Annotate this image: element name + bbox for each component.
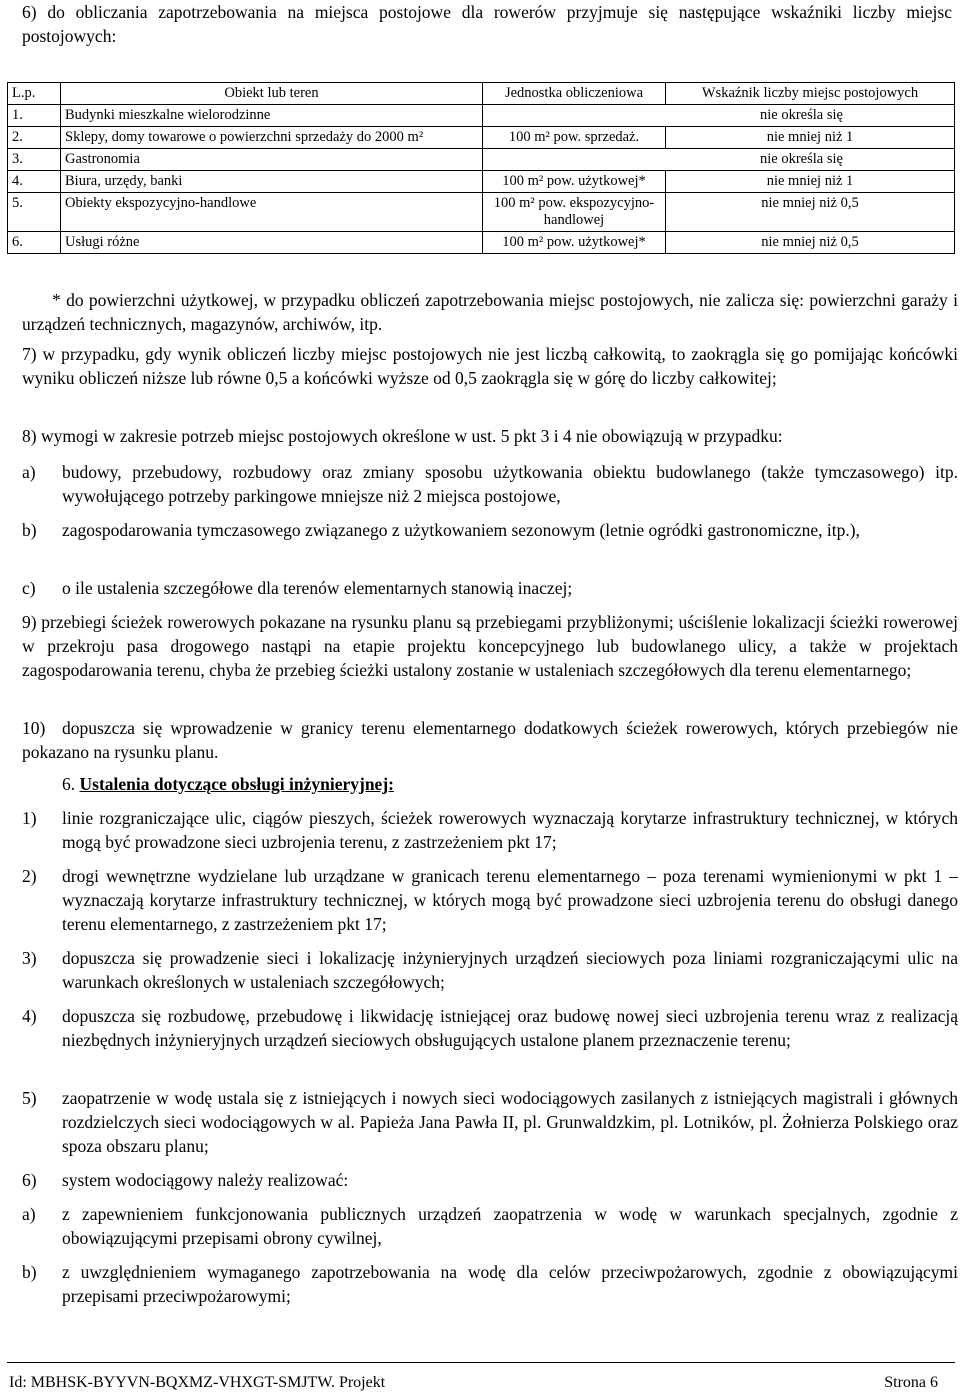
item-number: b) <box>22 1262 37 1282</box>
item-text: z uwzględnieniem wymaganego zapotrzebowania na wodę dla celów przeciwpożarowych, zgodnie z obowiązującymi przepisami przeciwpożarowymi; <box>62 1262 958 1306</box>
infra-item-2 <box>22 864 958 936</box>
table-header-row <box>8 83 955 105</box>
item-text: budowy, przebudowy, rozbudowy oraz zmiany sposobu użytkowania obiektu budowlanego (także tymczasowego) itp. wywołującego potrzeby parkingowe mniejsze niż 2 miejsca postojowe, <box>62 462 958 506</box>
document-id: Id: MBHSK-BYYVN-BQXMZ-VHXGT-SMJTW. Projekt <box>9 1374 386 1391</box>
cell-indicator: nie mniej niż 0,5 <box>666 193 955 232</box>
cell-object: Usługi różne <box>61 232 483 254</box>
cell-lp: 2. <box>8 127 61 149</box>
cell-object: Gastronomia <box>61 149 483 171</box>
section-number: 6. <box>62 774 76 794</box>
item-number: 3) <box>22 948 37 968</box>
item-number: a) <box>22 1204 36 1224</box>
cell-indicator: nie mniej niż 1 <box>666 127 955 149</box>
item-number: c) <box>22 578 36 598</box>
item-number: 1) <box>22 808 37 828</box>
cell-object: Sklepy, domy towarowe o powierzchni sprzedaży do 2000 m² <box>61 127 483 149</box>
item-text: drogi wewnętrzne wydzielane lub urządzane w granicach terenu elementarnego – poza terenami wymienionymi w pkt 1 – wyznaczają korytarze infrastruktury technicznej, w których mogą być prowadzone sieci uzbrojenia terenu do obsługi danego terenu elementarnego, z zastrzeżeniem pkt 17; <box>62 866 958 934</box>
item-number: 6) <box>22 1170 37 1190</box>
cell-object: Obiekty ekspozycyjno-handlowe <box>61 193 483 232</box>
table-row <box>8 232 955 254</box>
infra-item-4 <box>22 1004 958 1052</box>
cell-object: Biura, urzędy, banki <box>61 171 483 193</box>
infra-item-6a <box>22 1202 958 1250</box>
paragraph-7: 7) w przypadku, gdy wynik obliczeń liczby miejsc postojowych nie jest liczbą całkowitą, to zaokrągla się go pomijając końcówki wyniku obliczeń niższe lub równe 0,5 a końcówki wyższe od 0,5 zaokrągla się w górę do liczby całkowitej; <box>22 344 958 388</box>
infra-item-6 <box>22 1168 958 1192</box>
cell-lp: 1. <box>8 105 61 127</box>
paragraph-8c <box>22 576 958 600</box>
table-row <box>8 171 955 193</box>
infra-item-3 <box>22 946 958 994</box>
cell-lp: 4. <box>8 171 61 193</box>
table-footnote: * do powierzchni użytkowej, w przypadku obliczeń zapotrzebowania miejsc postojowych, nie zalicza się: powierzchni garaży i urządzeń technicznych, magazynów, archiwów, itp. <box>22 290 958 334</box>
item-number: 10) <box>22 718 46 738</box>
section-title: Ustalenia dotyczące obsługi inżynieryjnej: <box>79 774 394 794</box>
item-text: z zapewnieniem funkcjonowania publicznych urządzeń zaopatrzenia w wodę w warunkach specjalnych, zgodnie z obowiązującymi przepisami obrony cywilnej, <box>62 1204 958 1248</box>
cell-unit: 100 m² pow. użytkowej* <box>483 171 666 193</box>
cell-lp: 3. <box>8 149 61 171</box>
bicycle-parking-table <box>7 82 955 254</box>
intro-paragraph: 6) do obliczania zapotrzebowania na miejsca postojowe dla rowerów przyjmuje się następujące wskaźniki liczby miejsc postojowych: <box>22 2 952 46</box>
cell-indicator: nie mniej niż 0,5 <box>666 232 955 254</box>
header-unit: Jednostka obliczeniowa <box>483 83 666 105</box>
header-object: Obiekt lub teren <box>61 83 483 105</box>
section-6-heading <box>62 772 762 796</box>
footer-divider <box>7 1362 955 1363</box>
table-row <box>8 149 955 171</box>
item-text: dopuszcza się wprowadzenie w granicy terenu elementarnego dodatkowych ścieżek rowerowych, których przebiegów nie pokazano na rysunku planu. <box>22 718 958 762</box>
item-number: 5) <box>22 1088 37 1108</box>
infra-item-6b <box>22 1260 958 1308</box>
cell-indicator: nie określa się <box>483 105 955 127</box>
paragraph-8b <box>22 518 958 542</box>
item-text: dopuszcza się rozbudowę, przebudowę i likwidację istniejącej oraz budowę nowej sieci uzbrojenia terenu wraz z realizacją niezbędnych inżynieryjnych urządzeń sieciowych obsługujących ustalone planem przeznaczenie terenu; <box>62 1006 958 1050</box>
cell-unit: 100 m² pow. ekspozycyjno-handlowej <box>483 193 666 232</box>
cell-lp: 5. <box>8 193 61 232</box>
cell-indicator: nie określa się <box>483 149 955 171</box>
infra-item-5 <box>22 1086 958 1158</box>
item-number: a) <box>22 462 36 482</box>
cell-object: Budynki mieszkalne wielorodzinne <box>61 105 483 127</box>
table-row <box>8 127 955 149</box>
header-lp: L.p. <box>8 83 61 105</box>
item-text: o ile ustalenia szczegółowe dla terenów elementarnych stanowią inaczej; <box>62 578 573 598</box>
paragraph-10 <box>22 716 958 764</box>
table-row <box>8 193 955 232</box>
table-row <box>8 105 955 127</box>
cell-unit: 100 m² pow. sprzedaż. <box>483 127 666 149</box>
cell-indicator: nie mniej niż 1 <box>666 171 955 193</box>
item-text: zaopatrzenie w wodę ustala się z istniejących i nowych sieci wodociągowych zasilanych z istniejących magistrali i głównych rozdzielczych sieci wodociągowych w al. Papieża Jana Pawła II, pl. Grunwaldzkim, pl. Lotników, pl. Żołnierza Polskiego oraz spoza obszaru planu; <box>62 1088 958 1156</box>
infra-item-1 <box>22 806 958 854</box>
item-text: system wodociągowy należy realizować: <box>62 1170 349 1190</box>
cell-unit: 100 m² pow. użytkowej* <box>483 232 666 254</box>
cell-lp: 6. <box>8 232 61 254</box>
item-number: 4) <box>22 1006 37 1026</box>
item-number: 2) <box>22 866 37 886</box>
item-text: linie rozgraniczające ulic, ciągów pieszych, ścieżek rowerowych wyznaczają korytarze infrastruktury technicznej, w których mogą być prowadzone sieci uzbrojenia terenu, z zastrzeżeniem pkt 17; <box>62 808 958 852</box>
paragraph-8a <box>22 460 958 508</box>
paragraph-8: 8) wymogi w zakresie potrzeb miejsc postojowych określone w ust. 5 pkt 3 i 4 nie obowiązują w przypadku: <box>22 426 783 446</box>
header-indicator: Wskaźnik liczby miejsc postojowych <box>666 83 955 105</box>
item-text: zagospodarowania tymczasowego związanego z użytkowaniem sezonowym (letnie ogródki gastronomiczne, itp.), <box>62 520 860 540</box>
page-number: Strona 6 <box>884 1374 938 1391</box>
item-text: dopuszcza się prowadzenie sieci i lokalizację inżynieryjnych urządzeń sieciowych poza liniami rozgraniczającymi ulic na warunkach określonych w ustaleniach szczegółowych; <box>62 948 958 992</box>
paragraph-9: 9) przebiegi ścieżek rowerowych pokazane na rysunku planu są przebiegami przybliżonymi; uściślenie lokalizacji ścieżki rowerowej w przekroju pasa drogowego nastąpi na etapie projektu koncepcyjnego lub budowlanego ulicy, a także w projektach zagospodarowania terenu, chyba że przebieg ścieżki ustalony zostanie w ustaleniach szczegółowych dla terenu elementarnego; <box>22 612 958 680</box>
item-number: b) <box>22 520 37 540</box>
